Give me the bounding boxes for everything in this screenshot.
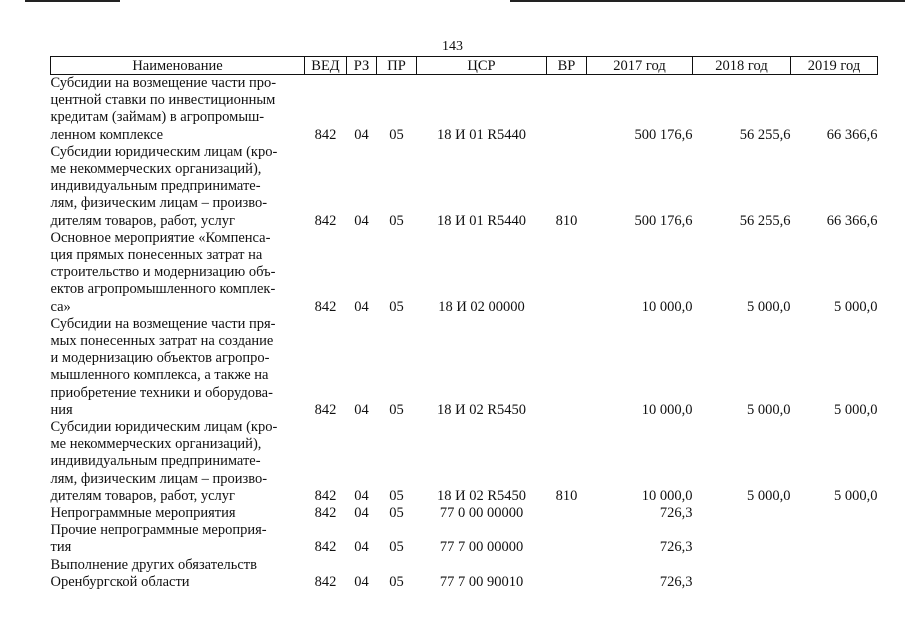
row-name-line: лям, физическим лицам – произво- [50, 470, 268, 487]
csr-cell: 18 И 01 R5440 [436, 212, 527, 229]
row-name-line: ция прямых понесенных затрат на [50, 247, 263, 264]
rz-cell: 04 [354, 401, 369, 418]
csr-cell: 18 И 02 R5450 [436, 487, 527, 504]
amount-2019-cell: 5 000,0 [834, 298, 878, 315]
amount-2018-cell: 56 255,6 [739, 126, 791, 143]
row-name-cell [51, 505, 305, 522]
vr-cell [547, 75, 587, 144]
amount-2019-cell [791, 557, 878, 591]
pr-cell: 05 [389, 505, 404, 522]
table-header-row [51, 57, 878, 75]
row-name-line: ленном комплексе [50, 126, 164, 143]
row-name-line: индивидуальным предпринимате- [50, 178, 261, 195]
row-name-cell [51, 522, 305, 556]
ved-cell: 842 [314, 573, 337, 590]
csr-cell: 18 И 01 R5440 [436, 126, 527, 143]
rz-cell: 04 [354, 487, 369, 504]
vr-cell [547, 557, 587, 591]
header-2018: 2018 год [693, 57, 791, 75]
row-name-line: тия [50, 539, 72, 556]
vr-cell [547, 316, 587, 419]
csr-cell: 18 И 02 00000 [438, 298, 525, 315]
amount-2019-cell [791, 505, 878, 522]
row-name-cell [51, 557, 305, 591]
vr-cell [547, 522, 587, 556]
amount-2018-cell: 5 000,0 [747, 298, 791, 315]
amount-2018-cell: 5 000,0 [747, 487, 791, 504]
amount-2019-cell: 66 366,6 [826, 212, 878, 229]
amount-2019-cell: 5 000,0 [834, 487, 878, 504]
csr-cell: 77 7 00 90010 [439, 573, 524, 590]
row-name-cell [51, 316, 305, 419]
header-vr: ВР [547, 57, 587, 75]
row-name-line: центной ставки по инвестиционным [50, 92, 276, 109]
amount-2017-cell: 726,3 [659, 573, 693, 590]
vr-cell: 810 [555, 487, 578, 504]
vr-cell [547, 505, 587, 522]
top-rule-right [510, 0, 905, 2]
row-name-cell [51, 230, 305, 316]
amount-2017-cell: 726,3 [659, 505, 693, 522]
pr-cell: 05 [389, 212, 404, 229]
amount-2019-cell [791, 522, 878, 556]
amount-2018-cell: 5 000,0 [747, 401, 791, 418]
amount-2018-cell [693, 522, 791, 556]
header-2019: 2019 год [791, 57, 878, 75]
amount-2017-cell: 10 000,0 [641, 298, 693, 315]
row-name-line: Субсидии юридическим лицам (кро- [50, 419, 278, 436]
row-name-line: Субсидии юридическим лицам (кро- [50, 143, 278, 160]
ved-cell: 842 [314, 487, 337, 504]
row-name-line: кредитам (займам) в агропромыш- [50, 109, 265, 126]
pr-cell: 05 [389, 487, 404, 504]
amount-2017-cell: 726,3 [659, 539, 693, 556]
csr-cell: 77 7 00 00000 [439, 539, 524, 556]
row-name-line: Непрограммные мероприятия [50, 505, 236, 522]
table-row [51, 75, 878, 144]
row-name-line: Субсидии на возмещение части пря- [50, 315, 276, 332]
rz-cell: 04 [354, 505, 369, 522]
row-name-line: дителям товаров, работ, услуг [50, 487, 235, 504]
row-name-line: Субсидии на возмещение части про- [50, 75, 277, 91]
table-body [51, 75, 878, 592]
vr-cell [547, 230, 587, 316]
vr-cell: 810 [555, 212, 578, 229]
row-name-line: ме некоммерческих организаций), [50, 436, 262, 453]
row-name-line: лям, физическим лицам – произво- [50, 195, 268, 212]
row-name-line: Прочие непрограммные мероприя- [50, 522, 267, 539]
table-row [51, 316, 878, 419]
ved-cell: 842 [314, 505, 337, 522]
row-name-cell [51, 144, 305, 230]
row-name-line: Выполнение других обязательств [50, 556, 257, 573]
pr-cell: 05 [389, 539, 404, 556]
amount-2017-cell: 10 000,0 [641, 487, 693, 504]
ved-cell: 842 [314, 126, 337, 143]
row-name-line: ектов агропромышленного комплек- [50, 281, 276, 298]
row-name-line: строительство и модернизацию объ- [50, 264, 276, 281]
row-name-cell [51, 419, 305, 505]
row-name-line: ния [50, 401, 73, 418]
rz-cell: 04 [354, 298, 369, 315]
header-ved: ВЕД [305, 57, 347, 75]
table-row [51, 505, 878, 522]
header-name: Наименование [51, 57, 305, 75]
csr-cell: 18 И 02 R5450 [436, 401, 527, 418]
table-row [51, 522, 878, 556]
amount-2017-cell: 10 000,0 [641, 401, 693, 418]
header-rz: РЗ [347, 57, 377, 75]
row-name-line: индивидуальным предпринимате- [50, 453, 261, 470]
rz-cell: 04 [354, 573, 369, 590]
row-name-line: Оренбургской области [50, 573, 190, 590]
amount-2018-cell [693, 557, 791, 591]
table-row [51, 230, 878, 316]
top-rule-left [25, 0, 120, 2]
row-name-line: и модернизацию объектов агропро- [50, 350, 270, 367]
rz-cell: 04 [354, 212, 369, 229]
header-2017: 2017 год [587, 57, 693, 75]
amount-2017-cell: 500 176,6 [634, 212, 693, 229]
budget-table [50, 56, 878, 591]
header-csr: ЦСР [417, 57, 547, 75]
pr-cell: 05 [389, 298, 404, 315]
pr-cell: 05 [389, 573, 404, 590]
amount-2018-cell [693, 505, 791, 522]
header-pr: ПР [377, 57, 417, 75]
row-name-line: са» [50, 298, 71, 315]
rz-cell: 04 [354, 539, 369, 556]
csr-cell: 77 0 00 00000 [439, 505, 524, 522]
row-name-line: мых понесенных затрат на создание [50, 333, 274, 350]
ved-cell: 842 [314, 212, 337, 229]
table-row [51, 419, 878, 505]
page-number: 143 [442, 39, 463, 54]
table-row [51, 144, 878, 230]
ved-cell: 842 [314, 539, 337, 556]
row-name-line: дителям товаров, работ, услуг [50, 212, 235, 229]
row-name-line: приобретение техники и оборудова- [50, 384, 273, 401]
row-name-line: мышленного комплекса, а также на [50, 367, 269, 384]
row-name-line: Основное мероприятие «Компенса- [50, 229, 271, 246]
table-row [51, 557, 878, 591]
ved-cell: 842 [314, 298, 337, 315]
amount-2019-cell: 66 366,6 [826, 126, 878, 143]
amount-2018-cell: 56 255,6 [739, 212, 791, 229]
row-name-line: ме некоммерческих организаций), [50, 161, 262, 178]
pr-cell: 05 [389, 401, 404, 418]
amount-2017-cell: 500 176,6 [634, 126, 693, 143]
ved-cell: 842 [314, 401, 337, 418]
amount-2019-cell: 5 000,0 [834, 401, 878, 418]
pr-cell: 05 [389, 126, 404, 143]
rz-cell: 04 [354, 126, 369, 143]
row-name-cell [51, 75, 305, 144]
